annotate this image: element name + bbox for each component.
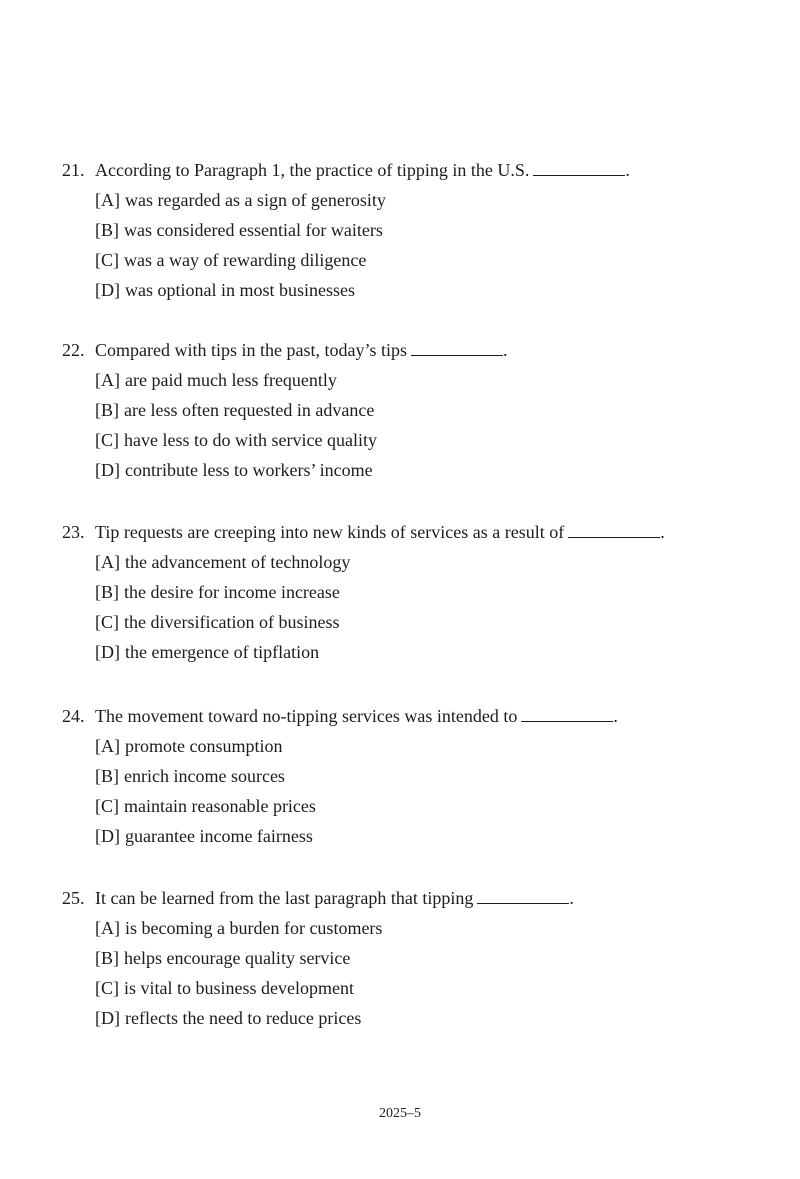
answer-blank: [521, 707, 613, 722]
option-letter: [B]: [95, 220, 119, 240]
question-end: .: [660, 522, 665, 542]
option-d: [95, 460, 762, 480]
option-a: [95, 552, 762, 572]
option-letter: [A]: [95, 370, 120, 390]
question-number: 21.: [62, 160, 85, 180]
option-letter: [C]: [95, 796, 119, 816]
option-list: [62, 190, 762, 300]
question-22: [62, 340, 762, 480]
question-24: [62, 706, 762, 846]
option-text: are paid much less frequently: [125, 370, 337, 390]
question-number: 25.: [62, 888, 85, 908]
option-text: contribute less to workers’ income: [125, 460, 373, 480]
answer-blank: [568, 523, 660, 538]
question-end: .: [613, 706, 618, 726]
question-23: [62, 522, 762, 662]
option-text: was a way of rewarding diligence: [124, 250, 367, 270]
option-text: is becoming a burden for customers: [125, 918, 383, 938]
question-25: [62, 888, 762, 1028]
question-text: According to Paragraph 1, the practice of tipping in the U.S.: [95, 160, 530, 180]
option-list: [62, 736, 762, 846]
page-footer: [0, 1106, 800, 1122]
option-text: the emergence of tipflation: [125, 642, 320, 662]
option-c: [95, 796, 762, 816]
option-b: [95, 766, 762, 786]
question-stem: [62, 706, 762, 726]
option-text: was optional in most businesses: [125, 280, 355, 300]
question-number: 24.: [62, 706, 85, 726]
option-letter: [D]: [95, 1008, 120, 1028]
option-text: helps encourage quality service: [124, 948, 351, 968]
option-text: promote consumption: [125, 736, 283, 756]
option-letter: [B]: [95, 948, 119, 968]
option-text: reflects the need to reduce prices: [125, 1008, 362, 1028]
option-text: are less often requested in advance: [124, 400, 375, 420]
option-letter: [A]: [95, 190, 120, 210]
option-letter: [D]: [95, 280, 120, 300]
page-code: 2025–5: [379, 1106, 421, 1121]
option-text: the advancement of technology: [125, 552, 351, 572]
option-letter: [C]: [95, 612, 119, 632]
option-letter: [C]: [95, 250, 119, 270]
option-b: [95, 400, 762, 420]
question-stem: [62, 888, 762, 908]
option-b: [95, 220, 762, 240]
option-text: have less to do with service quality: [124, 430, 377, 450]
option-text: guarantee income fairness: [125, 826, 313, 846]
option-letter: [C]: [95, 978, 119, 998]
option-text: was considered essential for waiters: [124, 220, 383, 240]
question-stem: [62, 160, 762, 180]
question-end: .: [502, 340, 508, 360]
option-letter: [A]: [95, 918, 120, 938]
option-b: [95, 948, 762, 968]
option-text: the diversification of business: [124, 612, 340, 632]
option-letter: [A]: [95, 736, 120, 756]
option-text: the desire for income increase: [124, 582, 340, 602]
option-a: [95, 918, 762, 938]
option-letter: [D]: [95, 460, 120, 480]
question-number: 23.: [62, 522, 85, 542]
option-letter: [B]: [95, 400, 119, 420]
option-a: [95, 736, 762, 756]
option-letter: [D]: [95, 642, 120, 662]
question-number: 22.: [62, 340, 85, 360]
option-d: [95, 280, 762, 300]
option-c: [95, 250, 762, 270]
answer-blank: [411, 341, 503, 356]
option-c: [95, 978, 762, 998]
option-d: [95, 826, 762, 846]
option-text: maintain reasonable prices: [124, 796, 316, 816]
option-text: is vital to business development: [124, 978, 354, 998]
answer-blank: [477, 889, 569, 904]
option-a: [95, 370, 762, 390]
answer-blank: [533, 161, 625, 176]
option-a: [95, 190, 762, 210]
question-end: .: [625, 160, 630, 180]
question-stem: [62, 522, 762, 542]
option-d: [95, 1008, 762, 1028]
question-text: It can be learned from the last paragraph that tipping: [95, 888, 474, 908]
option-text: enrich income sources: [124, 766, 285, 786]
option-letter: [C]: [95, 430, 119, 450]
question-end: .: [569, 888, 574, 908]
question-stem: [62, 340, 762, 360]
option-letter: [D]: [95, 826, 120, 846]
option-letter: [B]: [95, 766, 119, 786]
option-d: [95, 642, 762, 662]
option-list: [62, 918, 762, 1028]
question-text: Tip requests are creeping into new kinds of services as a result of: [95, 522, 565, 542]
option-letter: [A]: [95, 552, 120, 572]
option-c: [95, 612, 762, 632]
question-text: The movement toward no-tipping services was intended to: [95, 706, 518, 726]
option-c: [95, 430, 762, 450]
option-text: was regarded as a sign of generosity: [125, 190, 386, 210]
option-letter: [B]: [95, 582, 119, 602]
question-text: Compared with tips in the past, today’s tips: [95, 340, 407, 360]
question-21: [62, 160, 762, 300]
option-list: [62, 552, 762, 662]
option-b: [95, 582, 762, 602]
option-list: [62, 370, 762, 480]
